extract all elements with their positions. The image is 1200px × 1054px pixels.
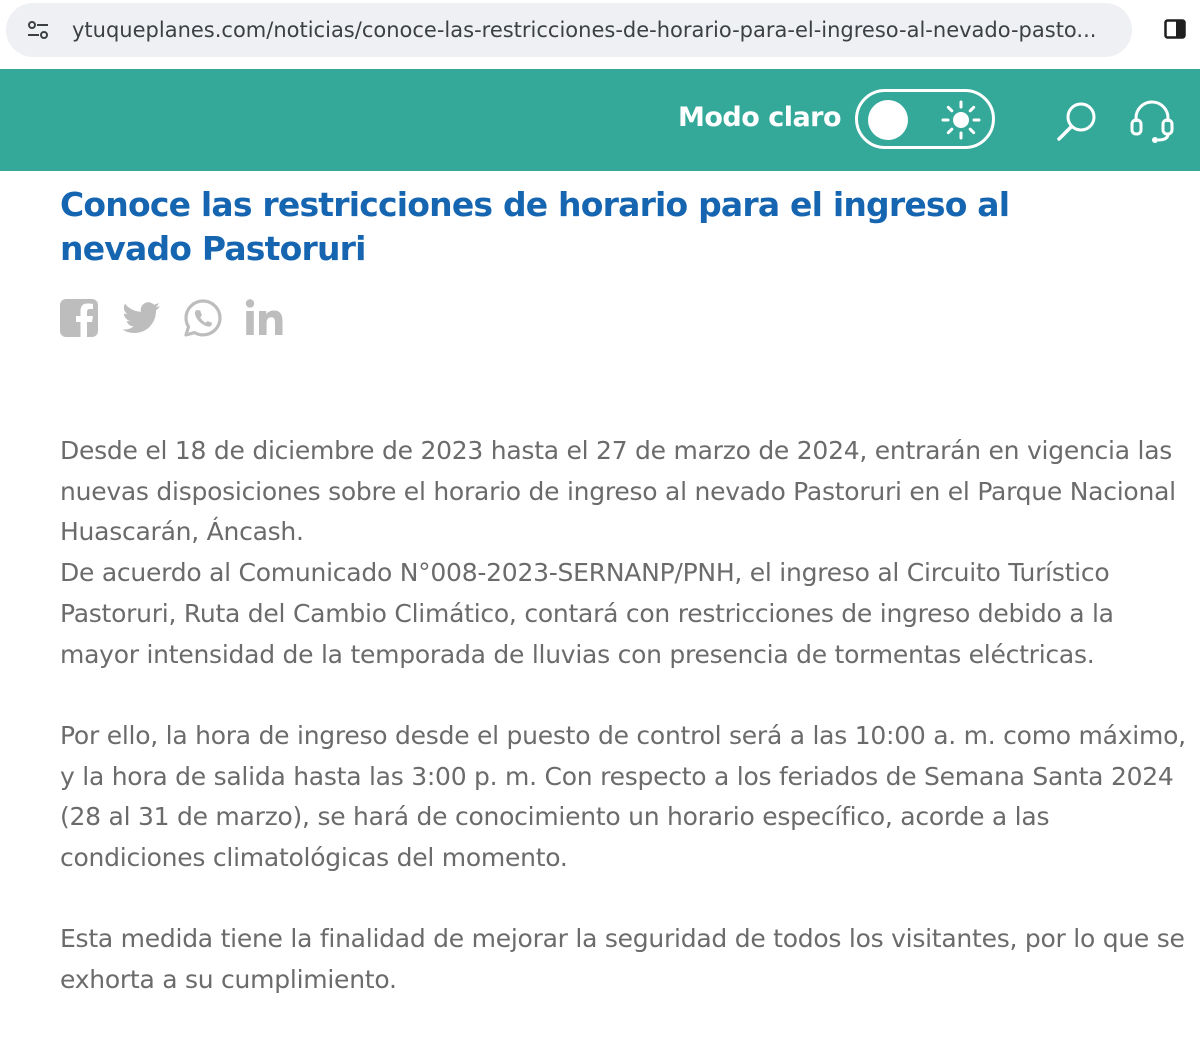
sun-icon [940, 99, 982, 141]
paragraph-spacer [60, 675, 1195, 716]
site-header [0, 69, 1200, 171]
url-text[interactable]: ytuqueplanes.com/noticias/conoce-las-restricciones-de-horario-para-el-ingreso-al-nevado-pasto... [72, 18, 1097, 42]
article-title: Conoce las restricciones de horario para el ingreso al nevado Pastoruri [60, 185, 1010, 268]
article-paragraph: Desde el 18 de diciembre de 2023 hasta el 27 de marzo de 2024, entrarán en vigencia las nuevas disposiciones sobre el horario de ingreso al nevado Pastoruri en el Parque Nacional Huascarán, Áncash. [60, 436, 1176, 547]
toggle-knob [868, 100, 908, 140]
twitter-icon[interactable] [120, 297, 162, 339]
article-paragraph: De acuerdo al Comunicado N°008-2023-SERNANP/PNH, el ingreso al Circuito Turístico Pastoruri, Ruta del Cambio Climático, contará con restricciones de ingreso debido a la mayor intensidad de la temporada de lluvias con presencia de tormentas eléctricas. [60, 558, 1114, 669]
article-paragraph: Esta medida tiene la finalidad de mejorar la seguridad de todos los visitantes, por lo que se exhorta a su cumplimiento. [60, 924, 1185, 995]
browser-address-bar [0, 0, 1200, 69]
mode-label: Modo claro [678, 102, 842, 133]
paragraph-spacer [60, 879, 1195, 920]
whatsapp-icon[interactable] [182, 297, 224, 339]
facebook-icon[interactable] [58, 297, 100, 339]
url-field[interactable] [6, 3, 1132, 57]
side-panel-icon[interactable] [1163, 17, 1187, 41]
site-settings-icon[interactable] [26, 18, 50, 42]
search-icon[interactable] [1055, 99, 1099, 143]
theme-toggle[interactable] [855, 89, 995, 149]
headset-icon[interactable] [1128, 96, 1176, 144]
article-paragraph: Por ello, la hora de ingreso desde el puesto de control será a las 10:00 a. m. como máximo, y la hora de salida hasta las 3:00 p. m. Con respecto a los feriados de Semana Santa 2024 (28 al 31 de marzo), se hará de conocimiento un horario específico, acorde a las condiciones climatológicas del momento. [60, 720, 1186, 873]
linkedin-icon[interactable] [244, 297, 286, 339]
article-body [60, 431, 1195, 1001]
